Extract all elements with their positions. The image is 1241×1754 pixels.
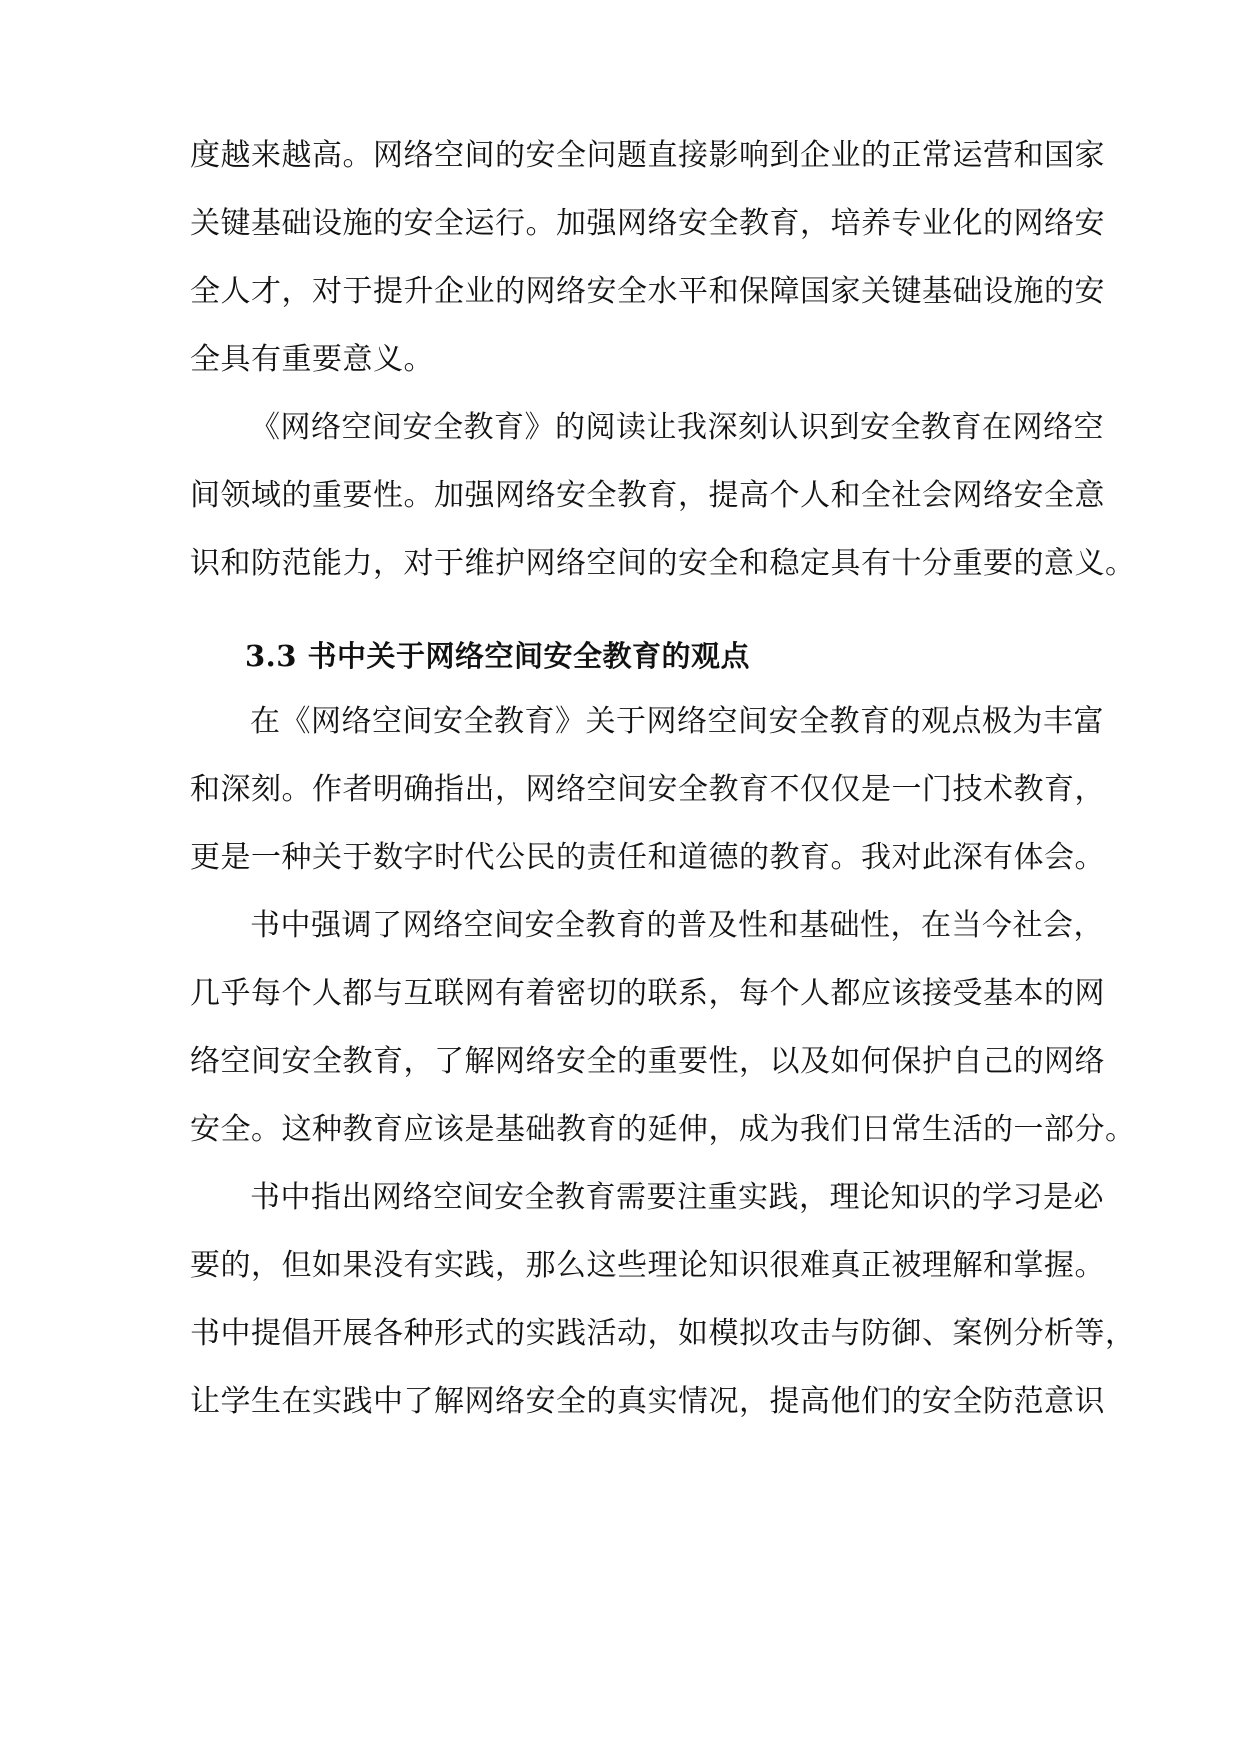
section-heading: 3.3 书中关于网络空间安全教育的观点 bbox=[245, 639, 751, 673]
paragraph-4-line-3: 络空间安全教育，了解网络安全的重要性，以及如何保护自己的网络 bbox=[190, 1044, 1105, 1079]
paragraph-4-line-2: 几乎每个人都与互联网有着密切的联系，每个人都应该接受基本的网 bbox=[190, 976, 1105, 1011]
paragraph-2-line-1: 《网络空间安全教育》的阅读让我深刻认识到安全教育在网络空 bbox=[250, 410, 1104, 445]
paragraph-1-line-3: 全人才，对于提升企业的网络安全水平和保障国家关键基础设施的安 bbox=[190, 274, 1105, 309]
paragraph-3-line-3: 更是一种关于数字时代公民的责任和道德的教育。我对此深有体会。 bbox=[190, 840, 1105, 875]
paragraph-4-line-4: 安全。这种教育应该是基础教育的延伸，成为我们日常生活的一部分。 bbox=[190, 1112, 1136, 1147]
paragraph-5-line-2: 要的，但如果没有实践，那么这些理论知识很难真正被理解和掌握。 bbox=[190, 1248, 1105, 1283]
paragraph-3-line-1: 在《网络空间安全教育》关于网络空间安全教育的观点极为丰富 bbox=[250, 704, 1104, 739]
paragraph-5-line-1: 书中指出网络空间安全教育需要注重实践，理论知识的学习是必 bbox=[250, 1180, 1104, 1215]
paragraph-1-line-4: 全具有重要意义。 bbox=[190, 342, 434, 377]
paragraph-5-line-4: 让学生在实践中了解网络安全的真实情况，提高他们的安全防范意识 bbox=[190, 1384, 1105, 1419]
paragraph-1-line-2: 关键基础设施的安全运行。加强网络安全教育，培养专业化的网络安 bbox=[190, 206, 1105, 241]
paragraph-5-line-3: 书中提倡开展各种形式的实践活动，如模拟攻击与防御、案例分析等， bbox=[190, 1316, 1136, 1351]
paragraph-4-line-1: 书中强调了网络空间安全教育的普及性和基础性，在当今社会， bbox=[250, 908, 1104, 943]
paragraph-3-line-2: 和深刻。作者明确指出，网络空间安全教育不仅仅是一门技术教育， bbox=[190, 772, 1105, 807]
paragraph-2-line-2: 间领域的重要性。加强网络安全教育，提高个人和全社会网络安全意 bbox=[190, 478, 1105, 513]
paragraph-1-line-1: 度越来越高。网络空间的安全问题直接影响到企业的正常运营和国家 bbox=[190, 138, 1105, 173]
paragraph-2-line-3: 识和防范能力，对于维护网络空间的安全和稳定具有十分重要的意义。 bbox=[190, 546, 1136, 581]
